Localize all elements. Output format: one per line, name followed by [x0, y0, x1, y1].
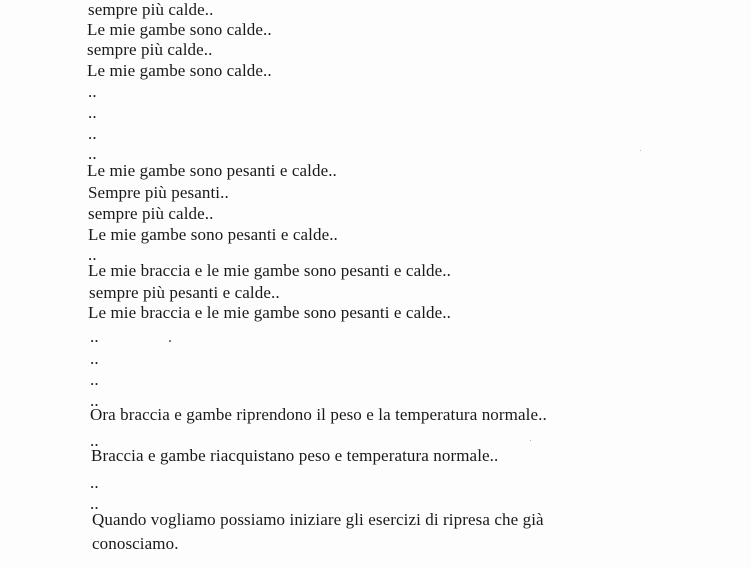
text-line-24: .. — [90, 473, 99, 492]
text-line-4: Le mie gambe sono calde.. — [87, 61, 272, 80]
text-line-5: .. — [88, 82, 97, 101]
text-line-9: Le mie gambe sono pesanti e calde.. — [87, 161, 337, 180]
text-line-8: .. — [88, 144, 97, 163]
text-line-20: .. — [90, 391, 99, 410]
text-line-7: .. — [88, 124, 97, 143]
text-line-1: sempre più calde.. — [88, 0, 214, 19]
text-line-10: Sempre più pesanti.. — [88, 183, 229, 202]
text-line-16: Le mie braccia e le mie gambe sono pesanti e calde.. — [88, 303, 451, 322]
text-line-15: sempre più pesanti e calde.. — [89, 283, 280, 302]
text-line-11: sempre più calde.. — [88, 204, 214, 223]
text-line-17: .. — [90, 327, 99, 346]
text-line-2: Le mie gambe sono calde.. — [87, 20, 272, 39]
text-line-18: .. — [90, 349, 99, 368]
scan-speck — [640, 150, 641, 151]
text-line-6: .. — [88, 103, 97, 122]
text-line-25: .. — [90, 494, 99, 513]
text-line-12: Le mie gambe sono pesanti e calde.. — [88, 225, 338, 244]
text-line-21: Ora braccia e gambe riprendono il peso e la temperatura normale.. — [90, 405, 547, 424]
text-line-26: Quando vogliamo possiamo iniziare gli esercizi di ripresa che già — [92, 510, 544, 529]
scan-speck — [530, 440, 531, 441]
text-line-27: conosciamo. — [92, 534, 179, 553]
text-line-22: .. — [90, 431, 99, 450]
text-line-13: .. — [88, 245, 97, 264]
text-line-14: Le mie braccia e le mie gambe sono pesanti e calde.. — [88, 261, 451, 280]
text-line-23: Braccia e gambe riacquistano peso e temperatura normale.. — [91, 446, 499, 465]
text-line-3: sempre più calde.. — [87, 40, 213, 59]
text-line-19: .. — [90, 370, 99, 389]
scan-speck — [169, 340, 171, 342]
